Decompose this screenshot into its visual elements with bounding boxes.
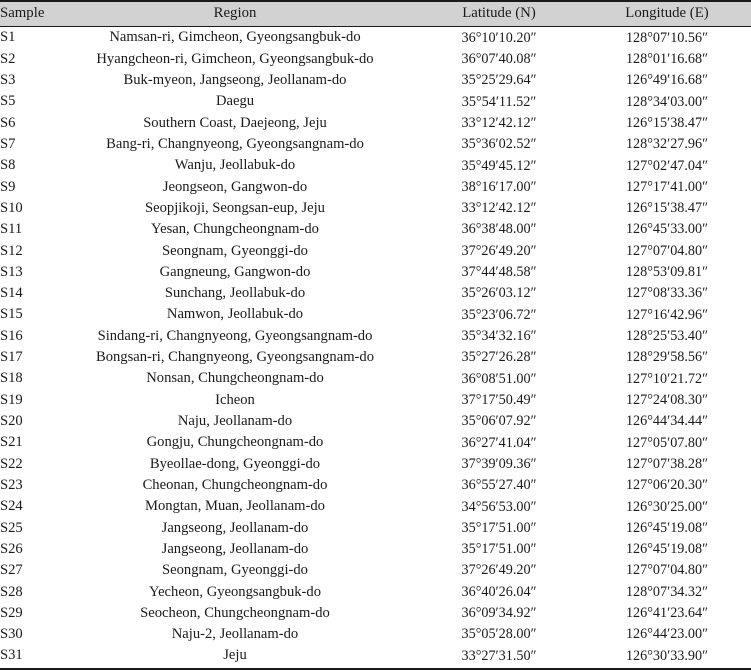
cell-latitude: 36°07′40.08″ xyxy=(461,50,537,67)
cell-longitude: 126°44′23.00″ xyxy=(625,626,709,643)
cell-longitude: 127°07′04.80″ xyxy=(625,562,709,579)
cell-latitude: 35°05′28.00″ xyxy=(461,626,537,643)
cell-sample: S22 xyxy=(0,455,23,472)
cell-region: Yecheon, Gyeongsangbuk-do xyxy=(149,583,321,600)
table-row xyxy=(0,112,751,133)
cell-longitude: 127°08′33.36″ xyxy=(625,285,709,302)
cell-latitude: 35°17′51.00″ xyxy=(461,519,537,536)
cell-region: Wanju, Jeollabuk-do xyxy=(174,157,296,174)
cell-longitude: 127°02′47.04″ xyxy=(625,157,709,174)
cell-sample: S6 xyxy=(0,114,16,131)
cell-sample: S18 xyxy=(0,370,23,387)
cell-longitude: 126°45′19.08″ xyxy=(625,519,709,536)
cell-latitude: 36°40′26.04″ xyxy=(461,583,537,600)
cell-region: Southern Coast, Daejeong, Jeju xyxy=(143,114,327,131)
table-row xyxy=(0,261,751,282)
cell-sample: S13 xyxy=(0,263,23,280)
table-row xyxy=(0,283,751,304)
cell-latitude: 36°08′51.00″ xyxy=(461,370,537,387)
cell-longitude: 126°30′33.90″ xyxy=(583,645,751,669)
table-row xyxy=(0,602,751,623)
cell-longitude: 128°32′27.96″ xyxy=(625,136,709,153)
table-row xyxy=(0,155,751,176)
table-row xyxy=(0,27,751,49)
cell-region: Cheonan, Chungcheongnam-do xyxy=(142,476,328,493)
table-row xyxy=(0,368,751,389)
cell-longitude: 126°44′34.44″ xyxy=(625,413,709,430)
cell-sample: S23 xyxy=(0,476,23,493)
cell-latitude: 37°44′48.58″ xyxy=(461,264,537,281)
table-row xyxy=(0,48,751,69)
cell-region: Sindang-ri, Changnyeong, Gyeongsangnam-do xyxy=(97,327,373,344)
cell-longitude: 126°41′23.64″ xyxy=(625,605,709,622)
cell-longitude: 126°49′16.68″ xyxy=(625,72,709,89)
cell-region: Gongju, Chungcheongnam-do xyxy=(146,434,324,451)
cell-region: Jeongseon, Gangwon-do xyxy=(162,178,308,195)
cell-longitude: 127°06′20.30″ xyxy=(625,477,709,494)
cell-longitude: 127°24′08.30″ xyxy=(625,391,709,408)
table-row xyxy=(0,304,751,325)
cell-sample: S8 xyxy=(0,157,16,174)
cell-region: Seocheon, Chungcheongnam-do xyxy=(140,604,330,621)
cell-region: Jangseong, Jeollanam-do xyxy=(161,540,309,557)
table-row xyxy=(0,411,751,432)
table-row xyxy=(0,134,751,155)
cell-longitude: 127°16′42.96″ xyxy=(625,306,709,323)
cell-region: Naju-2, Jeollanam-do xyxy=(171,626,299,643)
cell-latitude: 35°23′06.72″ xyxy=(461,306,537,323)
cell-sample: S31 xyxy=(0,645,55,669)
cell-region: Nonsan, Chungcheongnam-do xyxy=(146,370,324,387)
cell-latitude: 35°54′11.52″ xyxy=(461,93,537,110)
column-header-latitude: Latitude (N) xyxy=(415,1,583,27)
cell-longitude: 127°17′41.00″ xyxy=(625,178,709,195)
cell-region: Yesan, Chungcheongnam-do xyxy=(151,221,319,238)
cell-region: Bang-ri, Changnyeong, Gyeongsangnam-do xyxy=(106,135,364,152)
cell-longitude: 128°53′09.81″ xyxy=(625,264,709,281)
cell-region: Byeollae-dong, Gyeonggi-do xyxy=(149,455,321,472)
cell-latitude: 36°55′27.40″ xyxy=(461,477,537,494)
cell-latitude: 37°17′50.49″ xyxy=(461,391,537,408)
cell-latitude: 36°38′48.00″ xyxy=(461,221,537,238)
cell-longitude: 126°45′19.08″ xyxy=(625,541,709,558)
cell-latitude: 37°26′49.20″ xyxy=(461,562,537,579)
cell-longitude: 127°07′04.80″ xyxy=(625,242,709,259)
cell-latitude: 35°27′26.28″ xyxy=(461,349,537,366)
cell-region: Bongsan-ri, Changnyeong, Gyeongsangnam-do xyxy=(95,349,375,366)
cell-sample: S10 xyxy=(0,199,23,216)
table-row xyxy=(0,219,751,240)
table-row xyxy=(0,70,751,91)
cell-latitude: 35°49′45.12″ xyxy=(461,157,537,174)
column-header-longitude: Longitude (E) xyxy=(583,1,751,27)
table-row xyxy=(0,91,751,112)
table-row xyxy=(0,475,751,496)
cell-region: Daegu xyxy=(215,93,255,110)
cell-latitude: 36°09′34.92″ xyxy=(461,605,537,622)
cell-sample: S2 xyxy=(0,50,16,67)
cell-sample: S21 xyxy=(0,434,23,451)
cell-sample: S9 xyxy=(0,178,16,195)
cell-sample: S30 xyxy=(0,626,23,643)
table-header xyxy=(0,1,751,27)
cell-latitude: 37°26′49.20″ xyxy=(461,242,537,259)
cell-region: Jeju xyxy=(55,645,415,669)
cell-latitude: 33°12′42.12″ xyxy=(461,200,537,217)
cell-latitude: 36°27′41.04″ xyxy=(461,434,537,451)
table-row xyxy=(0,176,751,197)
cell-sample: S5 xyxy=(0,93,16,110)
cell-region: Gangneung, Gangwon-do xyxy=(159,263,311,280)
cell-latitude: 35°25′29.64″ xyxy=(461,72,537,89)
cell-longitude: 128°07′10.56″ xyxy=(625,29,709,46)
cell-latitude: 33°12′42.12″ xyxy=(461,114,537,131)
cell-longitude: 128°25′53.40″ xyxy=(625,328,709,345)
cell-longitude: 128°34′03.00″ xyxy=(625,93,709,110)
cell-latitude: 33°27′31.50″ xyxy=(415,645,583,669)
column-header-region: Region xyxy=(55,1,415,27)
cell-longitude: 128°29′58.56″ xyxy=(625,349,709,366)
cell-sample: S25 xyxy=(0,519,23,536)
cell-latitude: 35°17′51.00″ xyxy=(461,541,537,558)
cell-region: Icheon xyxy=(215,391,255,408)
cell-longitude: 126°15′38.47″ xyxy=(625,200,709,217)
cell-latitude: 34°56′53.00″ xyxy=(461,498,537,515)
column-header-sample: Sample xyxy=(0,1,55,27)
table-row xyxy=(0,240,751,261)
cell-region: Seongnam, Gyeonggi-do xyxy=(162,562,308,579)
cell-region: Seongnam, Gyeonggi-do xyxy=(162,242,308,259)
table-row xyxy=(0,453,751,474)
cell-longitude: 128°07′34.32″ xyxy=(625,583,709,600)
cell-sample: S17 xyxy=(0,349,23,366)
cell-sample: S15 xyxy=(0,306,23,323)
cell-sample: S16 xyxy=(0,327,23,344)
cell-longitude: 127°10′21.72″ xyxy=(625,370,709,387)
cell-sample: S3 xyxy=(0,72,16,89)
cell-sample: S26 xyxy=(0,540,23,557)
cell-sample: S11 xyxy=(0,221,23,238)
cell-region: Mongtan, Muan, Jeollanam-do xyxy=(145,498,325,515)
table-row xyxy=(0,539,751,560)
table-row xyxy=(0,517,751,538)
cell-latitude: 37°39′09.36″ xyxy=(461,455,537,472)
cell-latitude: 35°34′32.16″ xyxy=(461,328,537,345)
table-row xyxy=(0,496,751,517)
cell-longitude: 126°15′38.47″ xyxy=(625,114,709,131)
cell-region: Naju, Jeollanam-do xyxy=(177,413,293,430)
cell-region: Seopjikoji, Seongsan-eup, Jeju xyxy=(145,199,325,216)
table-row xyxy=(0,645,751,669)
cell-latitude: 35°06′07.92″ xyxy=(461,413,537,430)
cell-sample: S19 xyxy=(0,391,23,408)
cell-sample: S1 xyxy=(0,29,16,46)
table-row xyxy=(0,432,751,453)
cell-longitude: 127°07′38.28″ xyxy=(625,455,709,472)
cell-sample: S12 xyxy=(0,242,23,259)
cell-latitude: 35°26′03.12″ xyxy=(461,285,537,302)
cell-region: Hyangcheon-ri, Gimcheon, Gyeongsangbuk-do xyxy=(96,50,374,67)
table-row xyxy=(0,389,751,410)
cell-longitude: 127°05′07.80″ xyxy=(625,434,709,451)
cell-latitude: 35°36′02.52″ xyxy=(461,136,537,153)
cell-longitude: 126°30′25.00″ xyxy=(625,498,709,515)
table-header-row xyxy=(0,1,751,27)
cell-latitude: 38°16′17.00″ xyxy=(461,178,537,195)
cell-longitude: 126°45′33.00″ xyxy=(625,221,709,238)
table-row xyxy=(0,624,751,645)
table-row xyxy=(0,198,751,219)
cell-region: Jangseong, Jeollanam-do xyxy=(161,519,309,536)
cell-sample: S28 xyxy=(0,583,23,600)
table-row xyxy=(0,581,751,602)
cell-region: Namsan-ri, Gimcheon, Gyeongsangbuk-do xyxy=(109,29,361,46)
cell-longitude: 128°01′16.68″ xyxy=(625,50,709,67)
cell-region: Buk-myeon, Jangseong, Jeollanam-do xyxy=(123,72,347,89)
table-row xyxy=(0,560,751,581)
cell-sample: S29 xyxy=(0,604,23,621)
cell-sample: S7 xyxy=(0,135,16,152)
table-body xyxy=(0,27,751,669)
cell-sample: S20 xyxy=(0,413,23,430)
table-row xyxy=(0,325,751,346)
table-row xyxy=(0,347,751,368)
cell-sample: S24 xyxy=(0,498,23,515)
cell-sample: S14 xyxy=(0,285,23,302)
cell-region: Namwon, Jeollabuk-do xyxy=(166,306,304,323)
cell-region: Sunchang, Jeollabuk-do xyxy=(164,285,306,302)
cell-sample: S27 xyxy=(0,562,23,579)
cell-latitude: 36°10′10.20″ xyxy=(461,29,537,46)
